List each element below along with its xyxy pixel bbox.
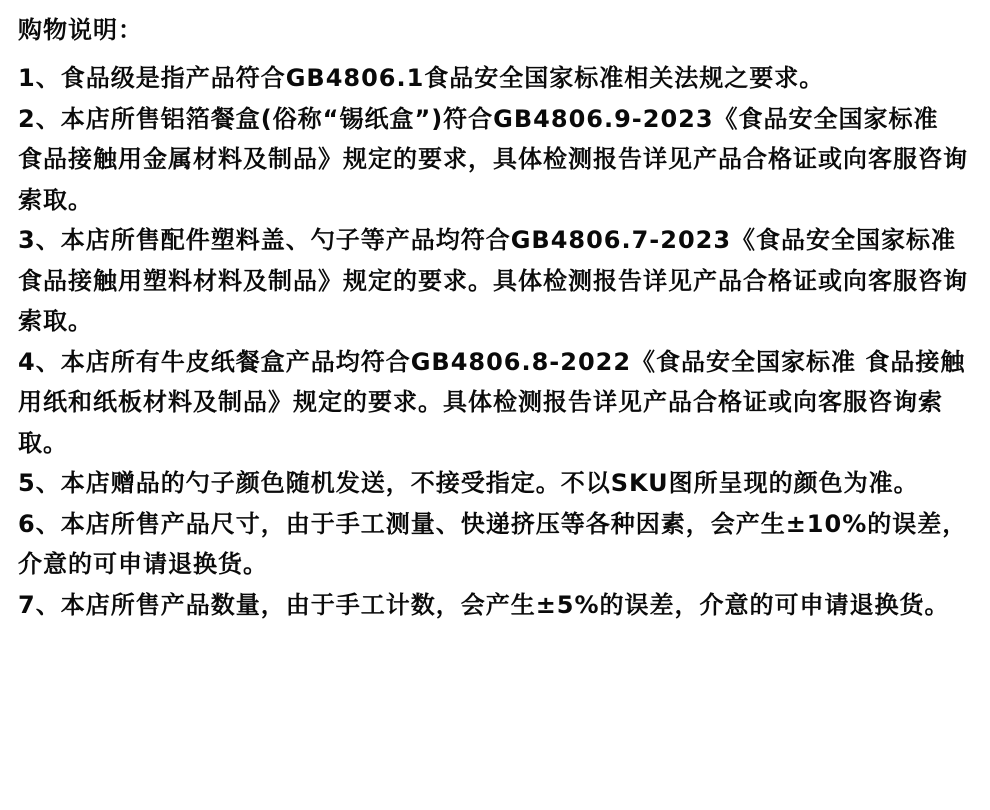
notice-item-3: 3、本店所售配件塑料盖、勺子等产品均符合GB4806.7-2023《食品安全国家标准 食品接触用塑料材料及制品》规定的要求。具体检测报告详见产品合格证或向客服咨询索取。 — [18, 226, 968, 335]
notice-item-4: 4、本店所有牛皮纸餐盒产品均符合GB4806.8-2022《食品安全国家标准 食品接触用纸和纸板材料及制品》规定的要求。具体检测报告详见产品合格证或向客服咨询索取。 — [18, 347, 966, 457]
notice-item-5: 5、本店赠品的勺子颜色随机发送，不接受指定。不以SKU图所呈现的颜色为准。 — [18, 469, 919, 497]
notice-item-7: 7、本店所售产品数量，由于手工计数，会产生±5%的误差，介意的可申请退换货。 — [18, 590, 950, 619]
notice-title: 购物说明： — [18, 16, 143, 44]
notice-item-1: 1、食品级是指产品符合GB4806.1食品安全国家标准相关法规之要求。 — [18, 64, 825, 92]
notice-item-2: 2、本店所售铝箔餐盒(俗称“锡纸盒”)符合GB4806.9-2023《食品安全国家标准 食品接触用金属材料及制品》规定的要求，具体检测报告详见产品合格证或向客服咨询索取。 — [18, 104, 968, 214]
notice-list — [18, 58, 968, 625]
notice-item-6: 6、本店所售产品尺寸，由于手工测量、快递挤压等各种因素，会产生±10%的误差，介意的可申请退换货。 — [18, 509, 968, 578]
